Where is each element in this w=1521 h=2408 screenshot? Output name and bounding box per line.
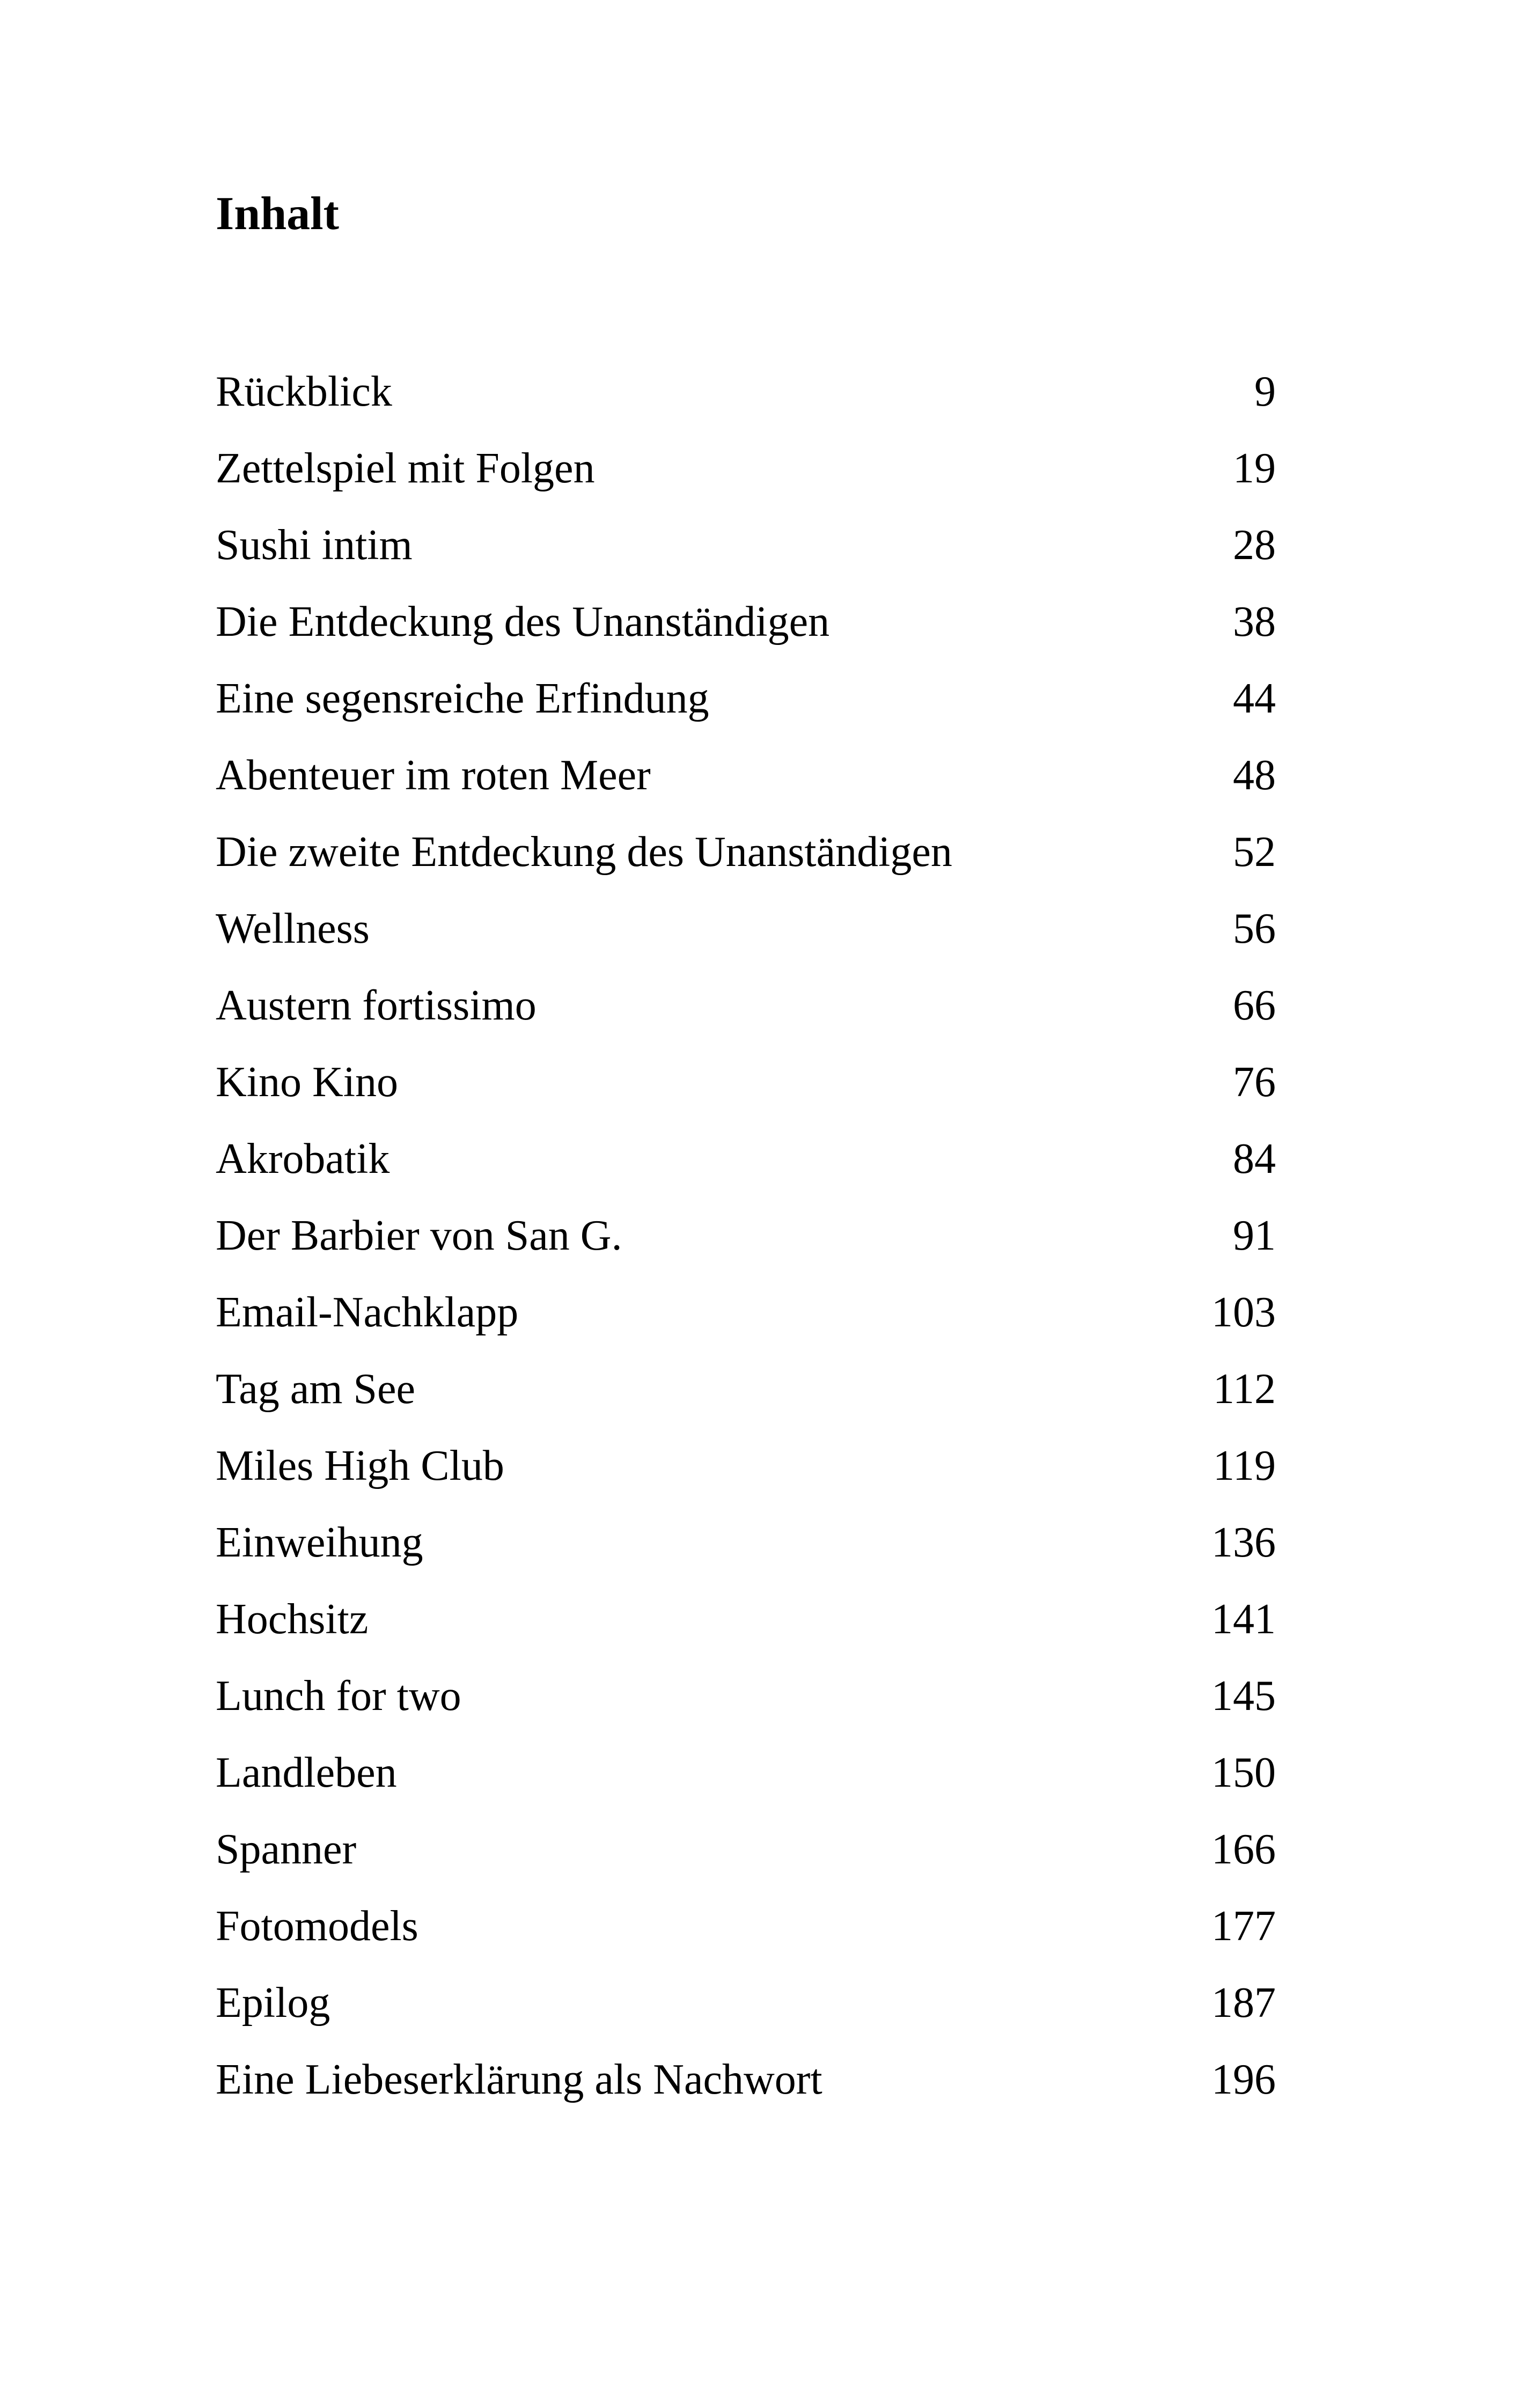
toc-entry [216,1137,1276,1214]
toc-entry-page-number: 66 [1233,982,1276,1029]
toc-entry [216,447,1276,524]
toc-entry-title: Eine segensreiche Erfindung [216,675,709,722]
toc-entry-page-number: 56 [1233,905,1276,952]
toc-entry-page-number: 28 [1233,522,1276,569]
toc-entry-title: Sushi intim [216,522,413,569]
toc-entry-title: Eine Liebeserklärung als Nachwort [216,2056,822,2103]
toc-entry [216,984,1276,1061]
toc-entry-page-number: 145 [1211,1672,1276,1720]
toc-entry-title: Email-Nachklapp [216,1289,519,1336]
toc-entry-page-number: 91 [1233,1212,1276,1259]
toc-entry [216,370,1276,447]
toc-entry [216,754,1276,831]
toc-entry-title: Hochsitz [216,1596,369,1643]
toc-entry-page-number: 177 [1211,1903,1276,1950]
toc-entry-page-number: 84 [1233,1135,1276,1183]
toc-entry-page-number: 196 [1211,2056,1276,2103]
toc-entry [216,524,1276,600]
toc-entry [216,677,1276,754]
toc-entry-title: Der Barbier von San G. [216,1212,622,1259]
toc-entry-page-number: 38 [1233,598,1276,645]
toc-entry-title: Zettelspiel mit Folgen [216,445,595,492]
toc-entry [216,907,1276,984]
toc-entry-title: Miles High Club [216,1442,504,1489]
toc-entry-page-number: 112 [1213,1365,1276,1413]
toc-heading: Inhalt [216,188,339,240]
toc-entry-title: Spanner [216,1826,357,1873]
toc-entry [216,600,1276,677]
toc-entry-title: Einweihung [216,1519,423,1566]
toc-entry [216,1672,1276,1751]
toc-entry [216,1828,1276,1905]
toc-entry [216,1061,1276,1137]
toc-entry-page-number: 103 [1211,1289,1276,1336]
toc-entry-page-number: 136 [1211,1519,1276,1566]
toc-entry-page-number: 76 [1233,1059,1276,1106]
toc-entry-page-number: 187 [1211,1979,1276,2027]
toc-entry-page-number: 9 [1254,368,1276,415]
toc-entry-title: Tag am See [216,1365,416,1413]
toc-entry [216,1521,1276,1598]
toc-entry-title: Epilog [216,1979,330,2027]
toc-entry [216,1751,1276,1828]
toc-entry-page-number: 52 [1233,828,1276,876]
toc-entry-page-number: 19 [1233,445,1276,492]
toc-entry-title: Lunch for two [216,1672,461,1720]
toc-entry [216,1981,1276,2058]
toc-entry-page-number: 44 [1233,675,1276,722]
toc-entry-page-number: 141 [1211,1596,1276,1643]
toc-entry [216,1365,1276,1444]
toc-entry [216,1214,1276,1291]
toc-entry-title: Abenteuer im roten Meer [216,752,651,799]
toc-entry-page-number: 150 [1211,1749,1276,1796]
toc-entry-title: Die Entdeckung des Unanständigen [216,598,830,645]
toc-entry-title: Austern fortissimo [216,982,537,1029]
toc-entry-title: Kino Kino [216,1059,398,1106]
toc-entry-title: Akrobatik [216,1135,390,1183]
toc-entry [216,1598,1276,1675]
toc-entry-title: Landleben [216,1749,397,1796]
toc-entry [216,2058,1276,2135]
toc-entry [216,828,1276,907]
toc-entry-title: Wellness [216,905,370,952]
toc-entry [216,1905,1276,1981]
toc-entry-page-number: 48 [1233,752,1276,799]
toc-entry [216,1291,1276,1368]
toc-entry-page-number: 166 [1211,1826,1276,1873]
toc-entry [216,1444,1276,1521]
toc-entry-title: Fotomodels [216,1903,418,1950]
toc-entry-title: Rückblick [216,368,392,415]
toc-entry-title: Die zweite Entdeckung des Unanständigen [216,828,952,876]
toc-list [216,370,1276,2135]
toc-entry-page-number: 119 [1213,1442,1276,1489]
